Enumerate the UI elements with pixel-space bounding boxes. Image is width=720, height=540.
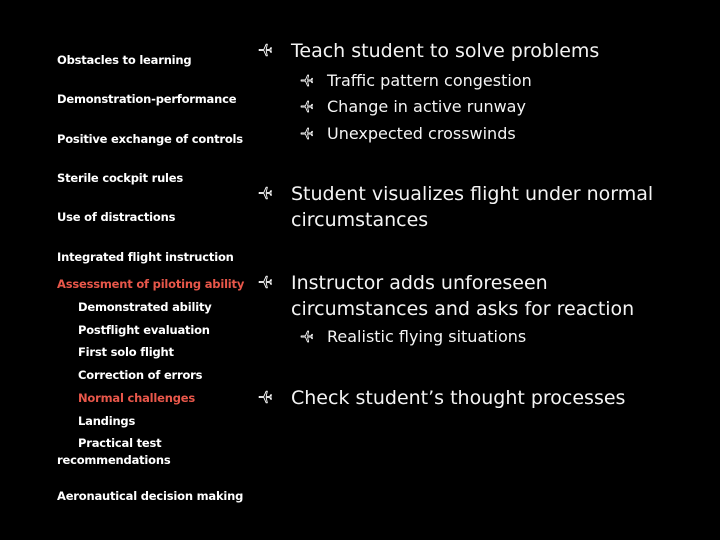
airplane-icon bbox=[300, 67, 316, 95]
sidebar-item-obstacles[interactable]: Obstacles to learning bbox=[57, 53, 192, 67]
bullet-text: Teach student to solve problems bbox=[291, 40, 600, 62]
airplane-icon bbox=[258, 385, 276, 411]
airplane-icon bbox=[300, 323, 316, 351]
sidebar-subitem-normal-challenges[interactable]: Normal challenges bbox=[78, 391, 195, 405]
sidebar-item-sterile-cockpit[interactable]: Sterile cockpit rules bbox=[57, 171, 184, 185]
sidebar-subitem-postflight-evaluation[interactable]: Postflight evaluation bbox=[78, 323, 210, 337]
sub-bullet-crosswinds bbox=[300, 120, 680, 147]
sidebar-item-demonstration-performance[interactable]: Demonstration-performance bbox=[57, 92, 237, 106]
airplane-icon bbox=[300, 93, 316, 121]
sidebar-subitem-correction-of-errors[interactable]: Correction of errors bbox=[78, 368, 203, 382]
sidebar-item-use-of-distractions[interactable]: Use of distractions bbox=[57, 210, 176, 224]
sidebar-item-adm[interactable]: Aeronautical decision making bbox=[57, 489, 244, 503]
sidebar-subitem-landings[interactable]: Landings bbox=[78, 414, 136, 428]
sub-bullet-realistic bbox=[300, 323, 680, 350]
sub-bullet-traffic bbox=[300, 67, 680, 94]
bullet-thought-processes bbox=[258, 385, 688, 411]
sub-bullet-runway bbox=[300, 93, 680, 120]
airplane-icon bbox=[258, 38, 276, 64]
airplane-icon bbox=[258, 181, 276, 207]
bullet-visualizes bbox=[258, 181, 678, 233]
sidebar-item-integrated-flight[interactable]: Integrated flight instruction bbox=[57, 250, 234, 264]
bullet-text: Check student’s thought processes bbox=[291, 387, 626, 409]
sub-bullet-text: Change in active runway bbox=[327, 97, 526, 116]
airplane-icon bbox=[258, 270, 276, 296]
airplane-icon bbox=[300, 120, 316, 148]
sidebar-subitem-demonstrated-ability[interactable]: Demonstrated ability bbox=[78, 300, 212, 314]
sidebar-subitem-practical-test[interactable]: Practical test recommendations bbox=[57, 436, 171, 467]
sidebar-item-assessment[interactable]: Assessment of piloting ability bbox=[57, 277, 245, 291]
sub-bullet-text: Realistic flying situations bbox=[327, 327, 527, 346]
bullet-unforeseen bbox=[258, 270, 678, 322]
sidebar-item-positive-exchange[interactable]: Positive exchange of controls bbox=[57, 132, 243, 146]
bullet-teach-problems bbox=[258, 38, 688, 64]
bullet-text: Instructor adds unforeseen circumstances and asks for reaction bbox=[291, 272, 635, 320]
bullet-text: Student visualizes flight under normal circumstances bbox=[291, 183, 654, 231]
sub-bullet-text: Unexpected crosswinds bbox=[327, 124, 516, 143]
sub-bullet-text: Traffic pattern congestion bbox=[327, 71, 532, 90]
sidebar-subitem-first-solo[interactable]: First solo flight bbox=[78, 345, 174, 359]
